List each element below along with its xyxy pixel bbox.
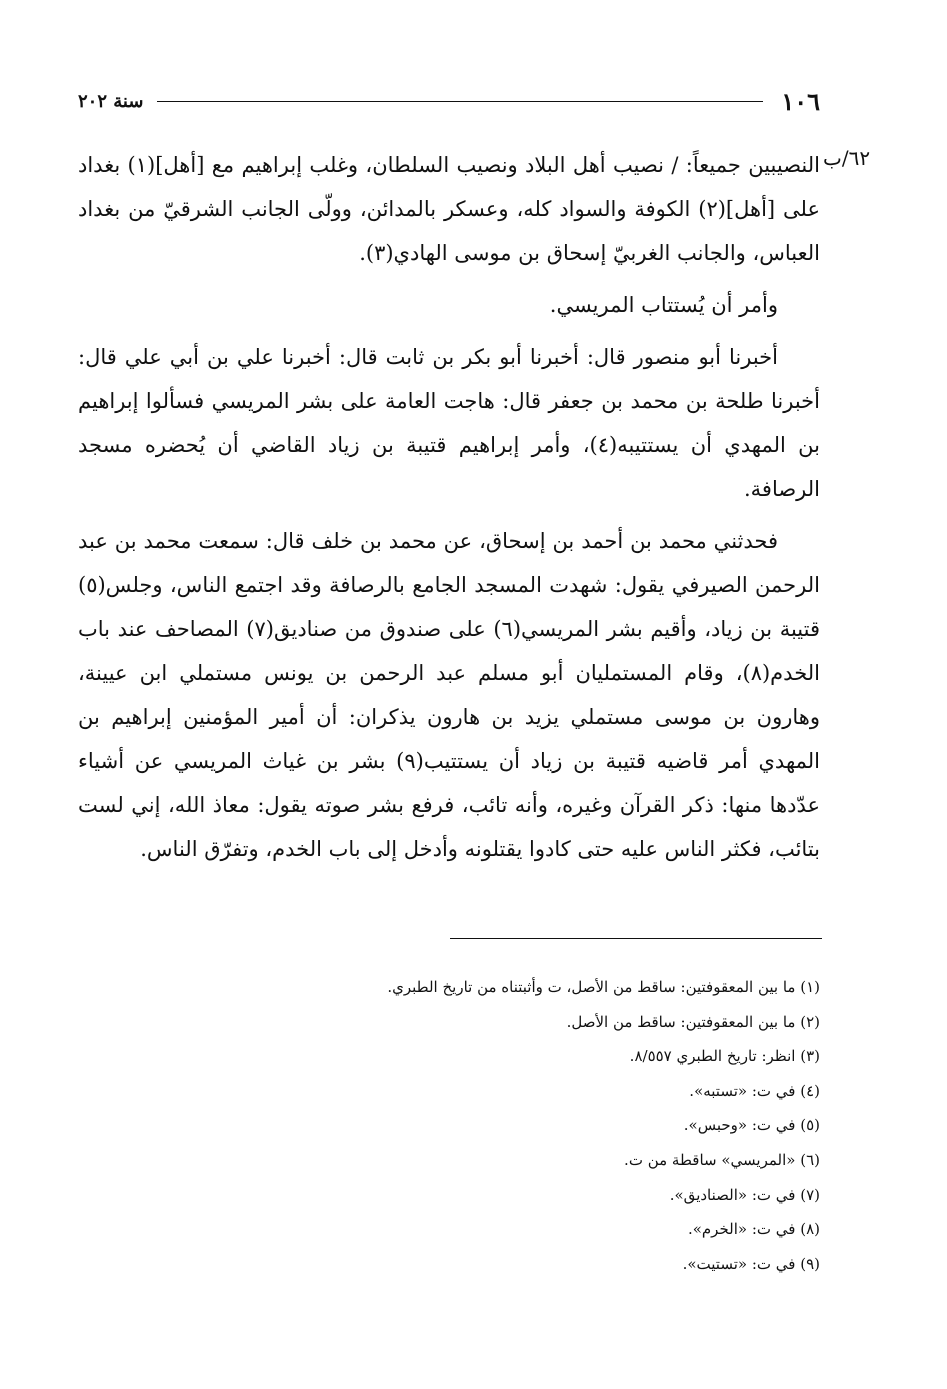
footnote-3: (٣) انظر: تاريخ الطبري ٨/٥٥٧. bbox=[629, 1047, 820, 1066]
paragraph-rusafa-account: فحدثني محمد بن أحمد بن إسحاق، عن محمد بن خلف قال: سمعت محمد بن عبد الرحمن الصيرفي يقول: شهدت المسجد الجامع بالرصافة وقد اجتمع الناس، وجلس(٥) قتيبة بن زياد، وأقيم بشر المريسي(٦) على صندوق من صناديق(٧) المصاحف عند باب الخدم(٨)، وقام المستمليان أبو مسلم عبد الرحمن بن يونس مستملي ابن عيينة، وهارون بن موسى مستملي يزيد بن هارون يذكران: أن أمير المؤمنين إبراهيم بن المهدي أمر قاضيه قتيبة بن زياد أن يستتيب(٩) بشر بن غياث المريسي عن أشياء عدّدها منها: ذكر القرآن وغيره، وأنه تائب، فرفع بشر صوته يقول: معاذ الله، إني لست بتائب، فكثر الناس عليه حتى كادوا يقتلونه وأدخل إلى باب الخدم، وتفرّق الناس. bbox=[78, 529, 821, 861]
footnotes bbox=[78, 970, 820, 1281]
paragraph-istitaba-order: وأمر أن يُستتاب المريسي. bbox=[549, 293, 778, 317]
footnote-7: (٧) في ت: «الصناديق». bbox=[669, 1185, 820, 1204]
footnote-5: (٥) في ت: «وحبس». bbox=[683, 1116, 820, 1135]
footnote-divider bbox=[450, 938, 822, 939]
header-rule bbox=[157, 101, 763, 102]
page-number: ١٠٦ bbox=[781, 86, 820, 116]
footnote-9: (٩) في ت: «تستيت». bbox=[682, 1254, 820, 1273]
manuscript-folio-marker: ٦٢/ب bbox=[823, 146, 871, 170]
footnote-4: (٤) في ت: «تستبه». bbox=[689, 1081, 820, 1100]
footnote-2: (٢) ما بين المعقوفتين: ساقط من الأصل. bbox=[566, 1012, 820, 1031]
year-label: سنة ٢٠٢ bbox=[78, 90, 144, 112]
running-header bbox=[78, 84, 820, 118]
footnote-6: (٦) «المريسي» ساقطة من ت. bbox=[624, 1150, 820, 1169]
main-text bbox=[78, 143, 820, 879]
paragraph-isnad-report: أخبرنا أبو منصور قال: أخبرنا أبو بكر بن ثابت قال: أخبرنا علي بن أبي علي قال: أخبرنا طلحة بن محمد بن جعفر قال: هاجت العامة على بشر المريسي فسألوا إبراهيم بن المهدي أن يستتيبه(٤)، وأمر إبراهيم قتيبة بن زياد القاضي أن يُحضره مسجد الرصافة. bbox=[78, 345, 820, 501]
footnote-8: (٨) في ت: «الخرم». bbox=[687, 1220, 820, 1239]
footnote-1: (١) ما بين المعقوفتين: ساقط من الأصل، ت وأثبتناه من تاريخ الطبري. bbox=[387, 978, 820, 996]
paragraph-continuation: النصيبين جميعاً: / نصيب أهل البلاد ونصيب السلطان، وغلب إبراهيم مع [أهل](١) بغداد على [أهل](٢) الكوفة والسواد كله، وعسكر بالمدائن، وولّى الجانب الشرقيّ من بغداد العباس، والجانب الغربيّ إسحاق بن موسى الهادي(٣). bbox=[78, 153, 820, 265]
